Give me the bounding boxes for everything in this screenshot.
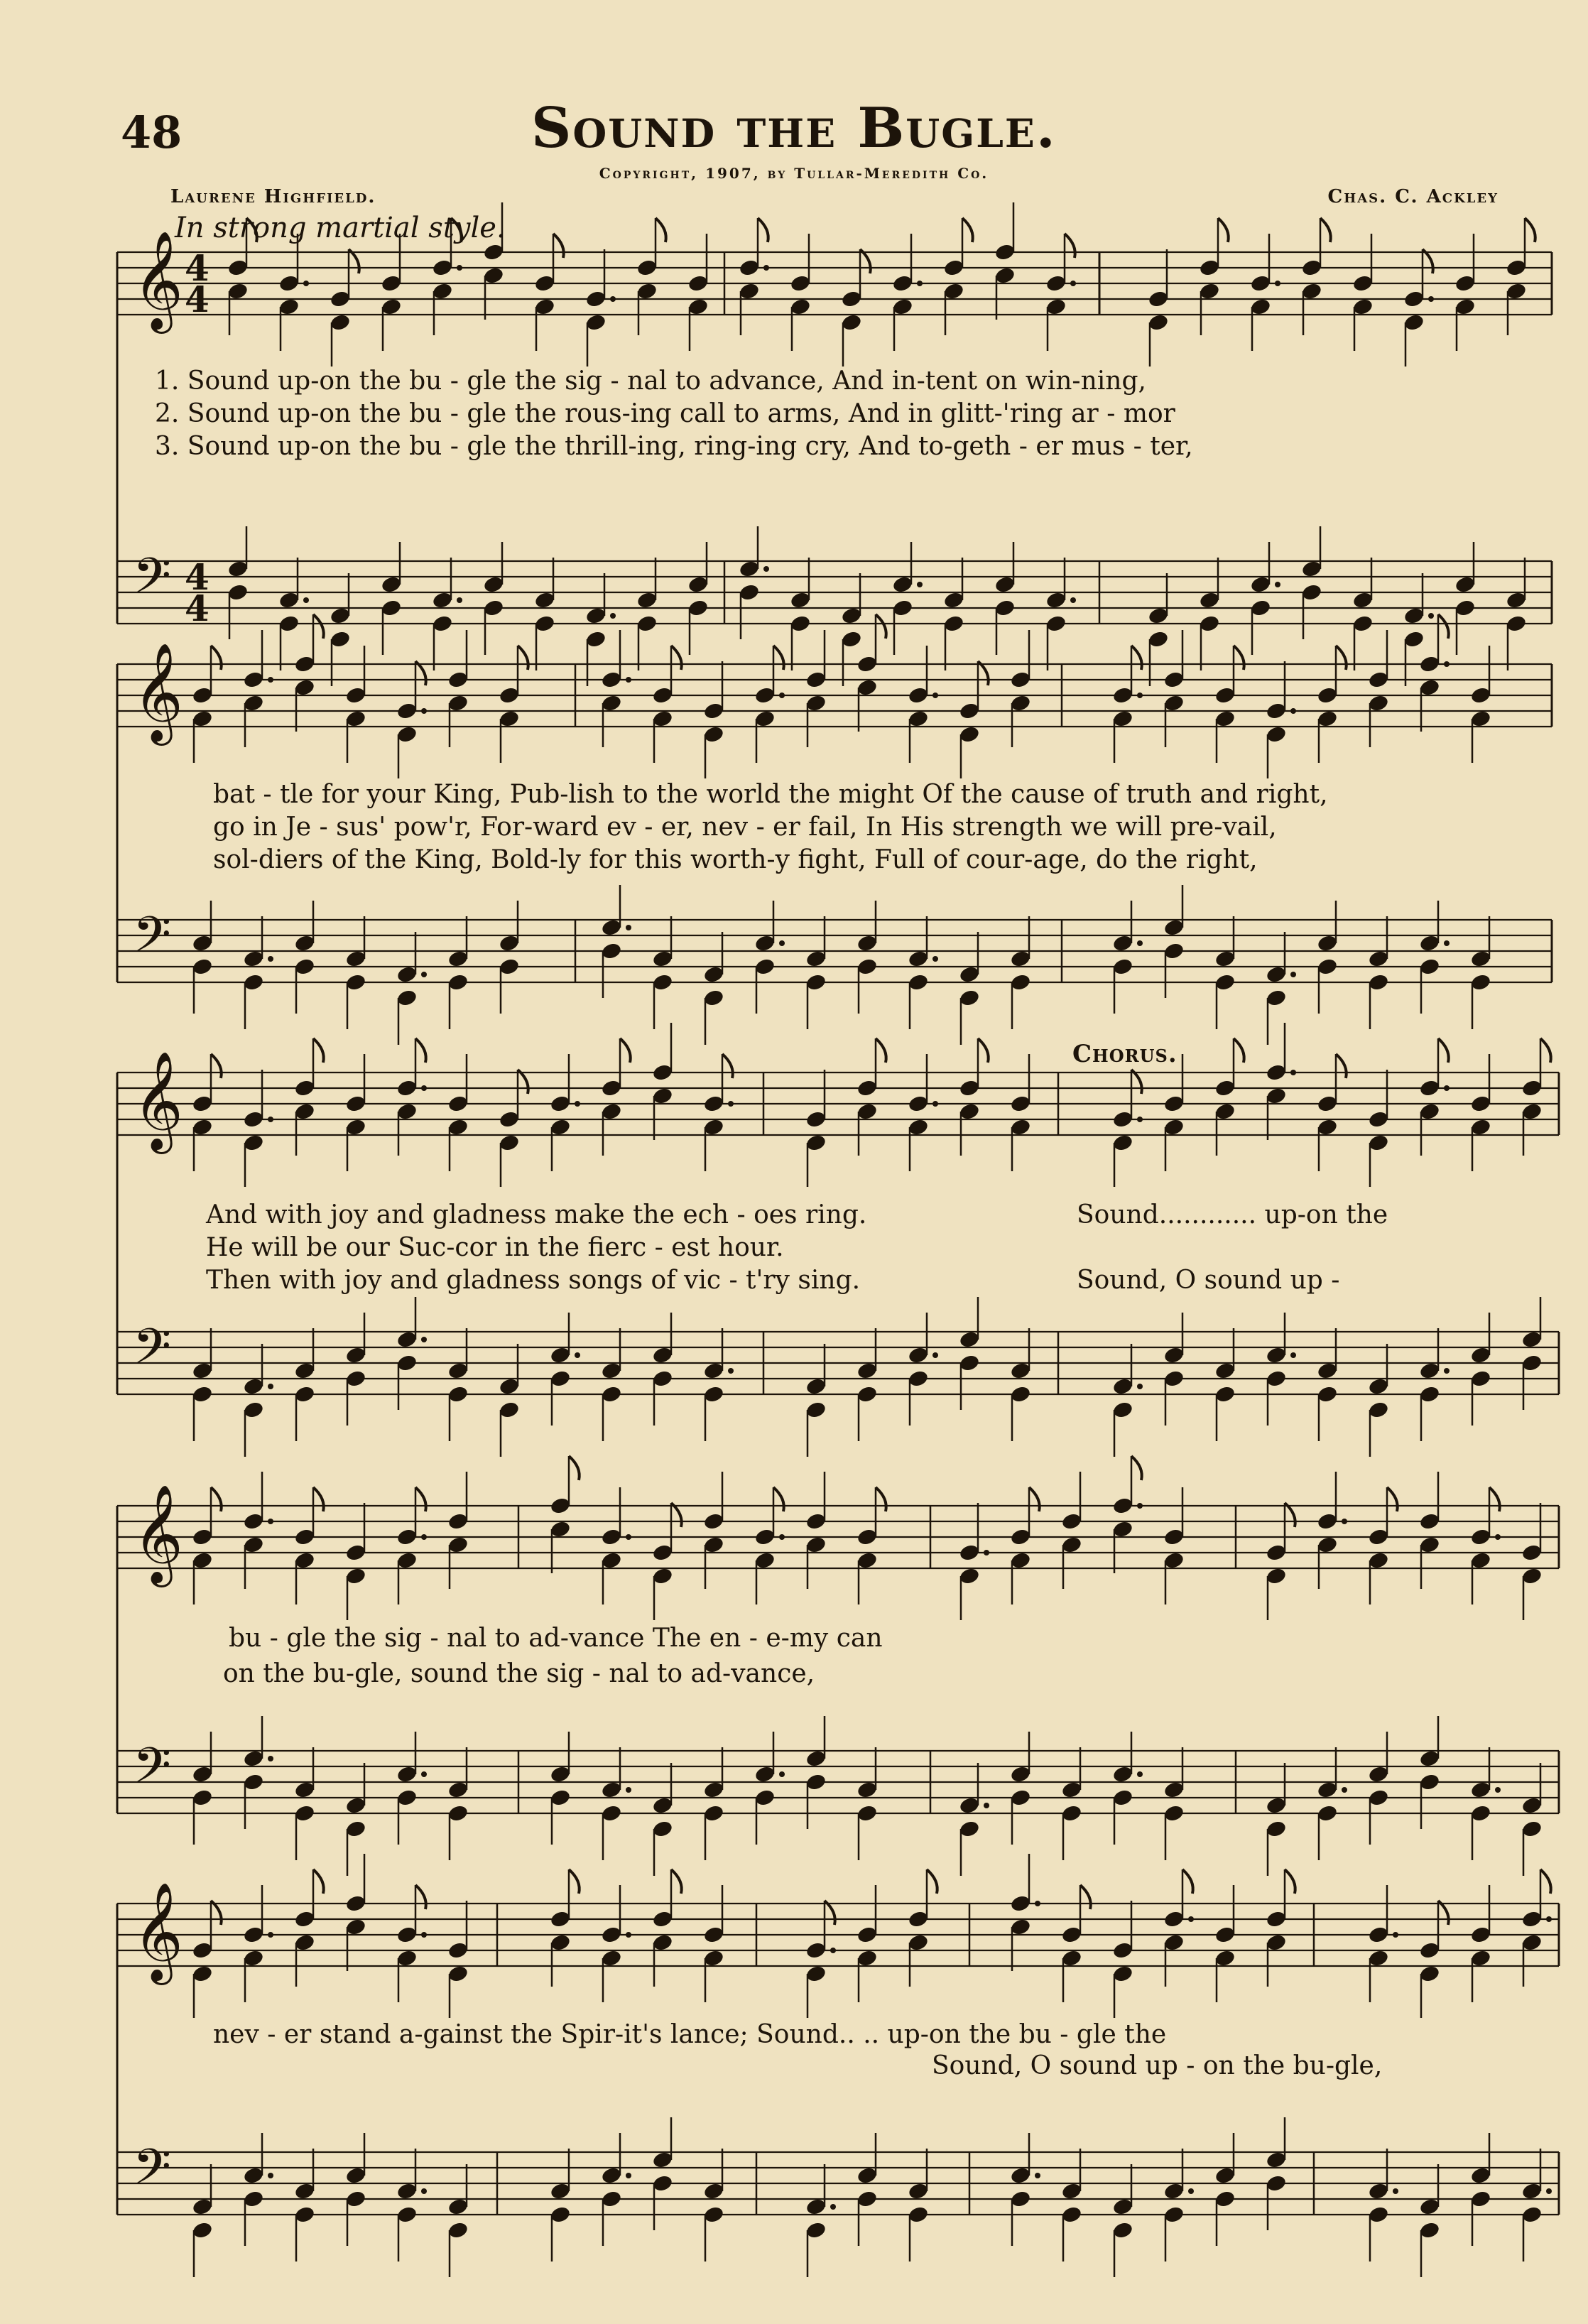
bass-clef-icon: 𝄢 [133, 547, 172, 617]
dot [268, 1519, 273, 1524]
note-flag [1387, 1487, 1398, 1511]
note-flag [415, 1885, 426, 1909]
dot [626, 2173, 631, 2178]
dot [1188, 1916, 1194, 1922]
lyric-line: He will be our Suc-cor in the fierc - est hour. [206, 1233, 784, 1262]
bass-clef-icon: 𝄢 [133, 1737, 172, 1806]
dot [421, 1085, 427, 1091]
note-flag [1285, 1503, 1295, 1527]
note-flag [569, 1869, 580, 1894]
note-flag [553, 234, 564, 258]
note-flag [1131, 646, 1142, 670]
dot [421, 1534, 427, 1540]
dot [917, 582, 923, 587]
note-flag [1285, 1869, 1295, 1894]
dot [1342, 1787, 1347, 1793]
dot [1444, 940, 1450, 946]
note-flag [1540, 1038, 1551, 1063]
treble-clef-icon: 𝄞 [133, 643, 183, 742]
dot [1290, 1070, 1296, 1075]
lyric-line: bu - gle the sig - nal to ad-vance The en - e-my can [229, 1624, 883, 1653]
note-flag [671, 1503, 682, 1527]
dot [1070, 597, 1076, 603]
dot [626, 925, 631, 930]
dot [728, 1368, 734, 1374]
dot [1393, 2188, 1398, 2194]
dot [626, 1534, 631, 1540]
dot [303, 281, 309, 286]
time-signature-digit: 4 [185, 247, 210, 289]
note-flag [978, 1038, 989, 1063]
note-flag [1525, 218, 1535, 242]
note-flag [518, 646, 528, 670]
composer-credit: Chas. C. Ackley [1327, 186, 1499, 207]
note-flag [1489, 1487, 1500, 1511]
copyright-notice: Copyright, 1907, by Tullar-Meredith Co. [599, 165, 989, 182]
note-flag [671, 646, 682, 670]
dot [1444, 1085, 1450, 1091]
dot [457, 265, 462, 271]
dot [779, 693, 785, 698]
note-flag [1065, 234, 1075, 258]
dot [1290, 708, 1296, 714]
note-flag [415, 1038, 426, 1063]
time-signature-digit: 4 [185, 278, 210, 320]
note-flag [825, 1901, 835, 1925]
lyric-line: sol-diers of the King, Bold-ly for this worth-y fight, Full of cour-age, do the right, [213, 845, 1258, 874]
dot [1137, 1117, 1143, 1122]
dot [268, 1384, 273, 1389]
chorus-lyric-line: Sound............ up-on the [1077, 1200, 1388, 1229]
dot [763, 566, 769, 572]
dot [830, 2204, 836, 2210]
dot [1444, 661, 1450, 667]
note-flag [671, 1869, 682, 1894]
note-flag [722, 1054, 733, 1078]
dot [1137, 940, 1143, 946]
note-flag [569, 1456, 580, 1480]
dot [917, 281, 923, 286]
dot [626, 1932, 631, 1938]
dot [1546, 1916, 1552, 1922]
treble-clef-icon: 𝄞 [133, 1484, 183, 1583]
lyric-line: 2. Sound up-on the bu - gle the rous-ing call to arms, And in glitt-'ring ar - mor [155, 399, 1175, 428]
lyric-line: 3. Sound up-on the bu - gle the thrill-ing, ring-ing cry, And to-geth - er mus - ter, [155, 432, 1193, 461]
note-flag [313, 614, 324, 639]
dot [421, 972, 427, 977]
dot [830, 1948, 836, 1953]
note-flag [1438, 1038, 1449, 1063]
dot [268, 2173, 273, 2178]
dot [626, 677, 631, 683]
dot [932, 1101, 938, 1107]
page-number: 48 [121, 107, 183, 158]
dot [1342, 1519, 1347, 1524]
dot [575, 1101, 580, 1107]
note-flag [773, 646, 784, 670]
note-flag [1131, 1456, 1142, 1480]
note-flag [1438, 1901, 1449, 1925]
dot [421, 1932, 427, 1938]
dot [303, 597, 309, 603]
dot [1290, 1352, 1296, 1358]
hymn-title: Sound the Bugle. [531, 96, 1057, 161]
dot [457, 597, 462, 603]
chorus-label: Chorus. [1072, 1040, 1178, 1068]
dot [1428, 613, 1434, 619]
treble-clef-icon: 𝄞 [133, 1882, 183, 1981]
dot [1035, 2173, 1040, 2178]
note-flag [927, 1869, 937, 1894]
dot [779, 940, 785, 946]
dot [984, 1550, 989, 1555]
note-flag [313, 1038, 324, 1063]
dot [1070, 281, 1076, 286]
dot [268, 1756, 273, 1761]
dot [1546, 2188, 1552, 2194]
dot [268, 956, 273, 962]
lyric-line: Then with joy and gladness songs of vic - t'ry sing. [206, 1266, 861, 1295]
treble-clef-icon: 𝄞 [133, 1051, 183, 1150]
lyricist-credit: Laurene Highfield. [170, 186, 376, 207]
note-flag [211, 1054, 222, 1078]
lyric-line: go in Je - sus' pow'r, For-ward ev - er, nev - er fail, In His strength we will pre-vail, [213, 813, 1277, 842]
chorus-lyric-line: Sound, O sound up - [1077, 1266, 1340, 1295]
dot [932, 1352, 938, 1358]
dot [268, 677, 273, 683]
note-flag [1234, 646, 1244, 670]
dot [626, 1787, 631, 1793]
dot [421, 1337, 427, 1342]
note-flag [1336, 1054, 1347, 1078]
note-flag [620, 1038, 631, 1063]
note-flag [211, 1487, 222, 1511]
dot [1428, 296, 1434, 302]
note-flag [656, 218, 666, 242]
note-flag [1080, 1885, 1091, 1909]
dot [1275, 281, 1280, 286]
dot [1444, 1368, 1450, 1374]
note-flag [1234, 1038, 1244, 1063]
lyric-line: on the bu-gle, sound the sig - nal to ad-vance, [223, 1659, 815, 1688]
dot [575, 1352, 580, 1358]
dot [763, 265, 769, 271]
lyric-line: And with joy and gladness make the ech - oes ring. [206, 1200, 867, 1229]
note-flag [1218, 218, 1229, 242]
note-flag [876, 1487, 886, 1511]
note-flag [415, 1487, 426, 1511]
dot [779, 1534, 785, 1540]
bass-clef-icon: 𝄢 [133, 2138, 172, 2208]
dot [779, 1771, 785, 1777]
dot [421, 2188, 427, 2194]
note-flag [313, 1869, 324, 1894]
dot [932, 956, 938, 962]
note-flag [773, 1487, 784, 1511]
dot [728, 1101, 734, 1107]
note-flag [1438, 614, 1449, 639]
bass-clef-icon: 𝄢 [133, 906, 172, 975]
dot [984, 1803, 989, 1808]
dot [610, 296, 616, 302]
dot [1137, 1503, 1143, 1509]
dot [421, 1771, 427, 1777]
lyric-line: 1. Sound up-on the bu - gle the sig - nal to advance, And in-tent on win-ning, [155, 366, 1146, 396]
bass-clef-icon: 𝄢 [133, 1318, 172, 1387]
dot [1495, 1787, 1501, 1793]
note-flag [1029, 1487, 1040, 1511]
dot [268, 1932, 273, 1938]
dot [932, 693, 938, 698]
treble-clef-icon: 𝄞 [133, 231, 183, 330]
dot [1495, 1534, 1501, 1540]
time-signature-digit: 4 [185, 587, 210, 629]
dot [1137, 693, 1143, 698]
note-flag [1540, 1869, 1551, 1894]
lyric-line: bat - tle for your King, Pub-lish to the world the might Of the cause of truth and right, [213, 780, 1328, 809]
lyric-line: Sound, O sound up - on the bu-gle, [932, 2051, 1383, 2080]
dot [1137, 1384, 1143, 1389]
dot [1275, 582, 1280, 587]
note-flag [876, 1038, 886, 1063]
dot [1290, 972, 1296, 977]
dot [1188, 2188, 1194, 2194]
dot [1393, 1932, 1398, 1938]
dot [1035, 1901, 1040, 1906]
note-flag [211, 1901, 222, 1925]
tempo-marking: In strong martial style. [175, 212, 506, 244]
note-flag [1320, 218, 1331, 242]
dot [421, 708, 427, 714]
note-flag [962, 218, 973, 242]
note-flag [1182, 1869, 1193, 1894]
note-flag [211, 646, 222, 670]
dot [268, 1117, 273, 1122]
dot [610, 613, 616, 619]
note-flag [876, 614, 886, 639]
time-signature-digit: 4 [185, 556, 210, 598]
note-flag [758, 218, 768, 242]
lyric-line: nev - er stand a-gainst the Spir-it's lance; Sound.. .. up-on the bu - gle the [213, 2020, 1167, 2049]
note-flag [313, 1487, 324, 1511]
dot [1137, 1771, 1143, 1777]
note-flag [1336, 646, 1347, 670]
